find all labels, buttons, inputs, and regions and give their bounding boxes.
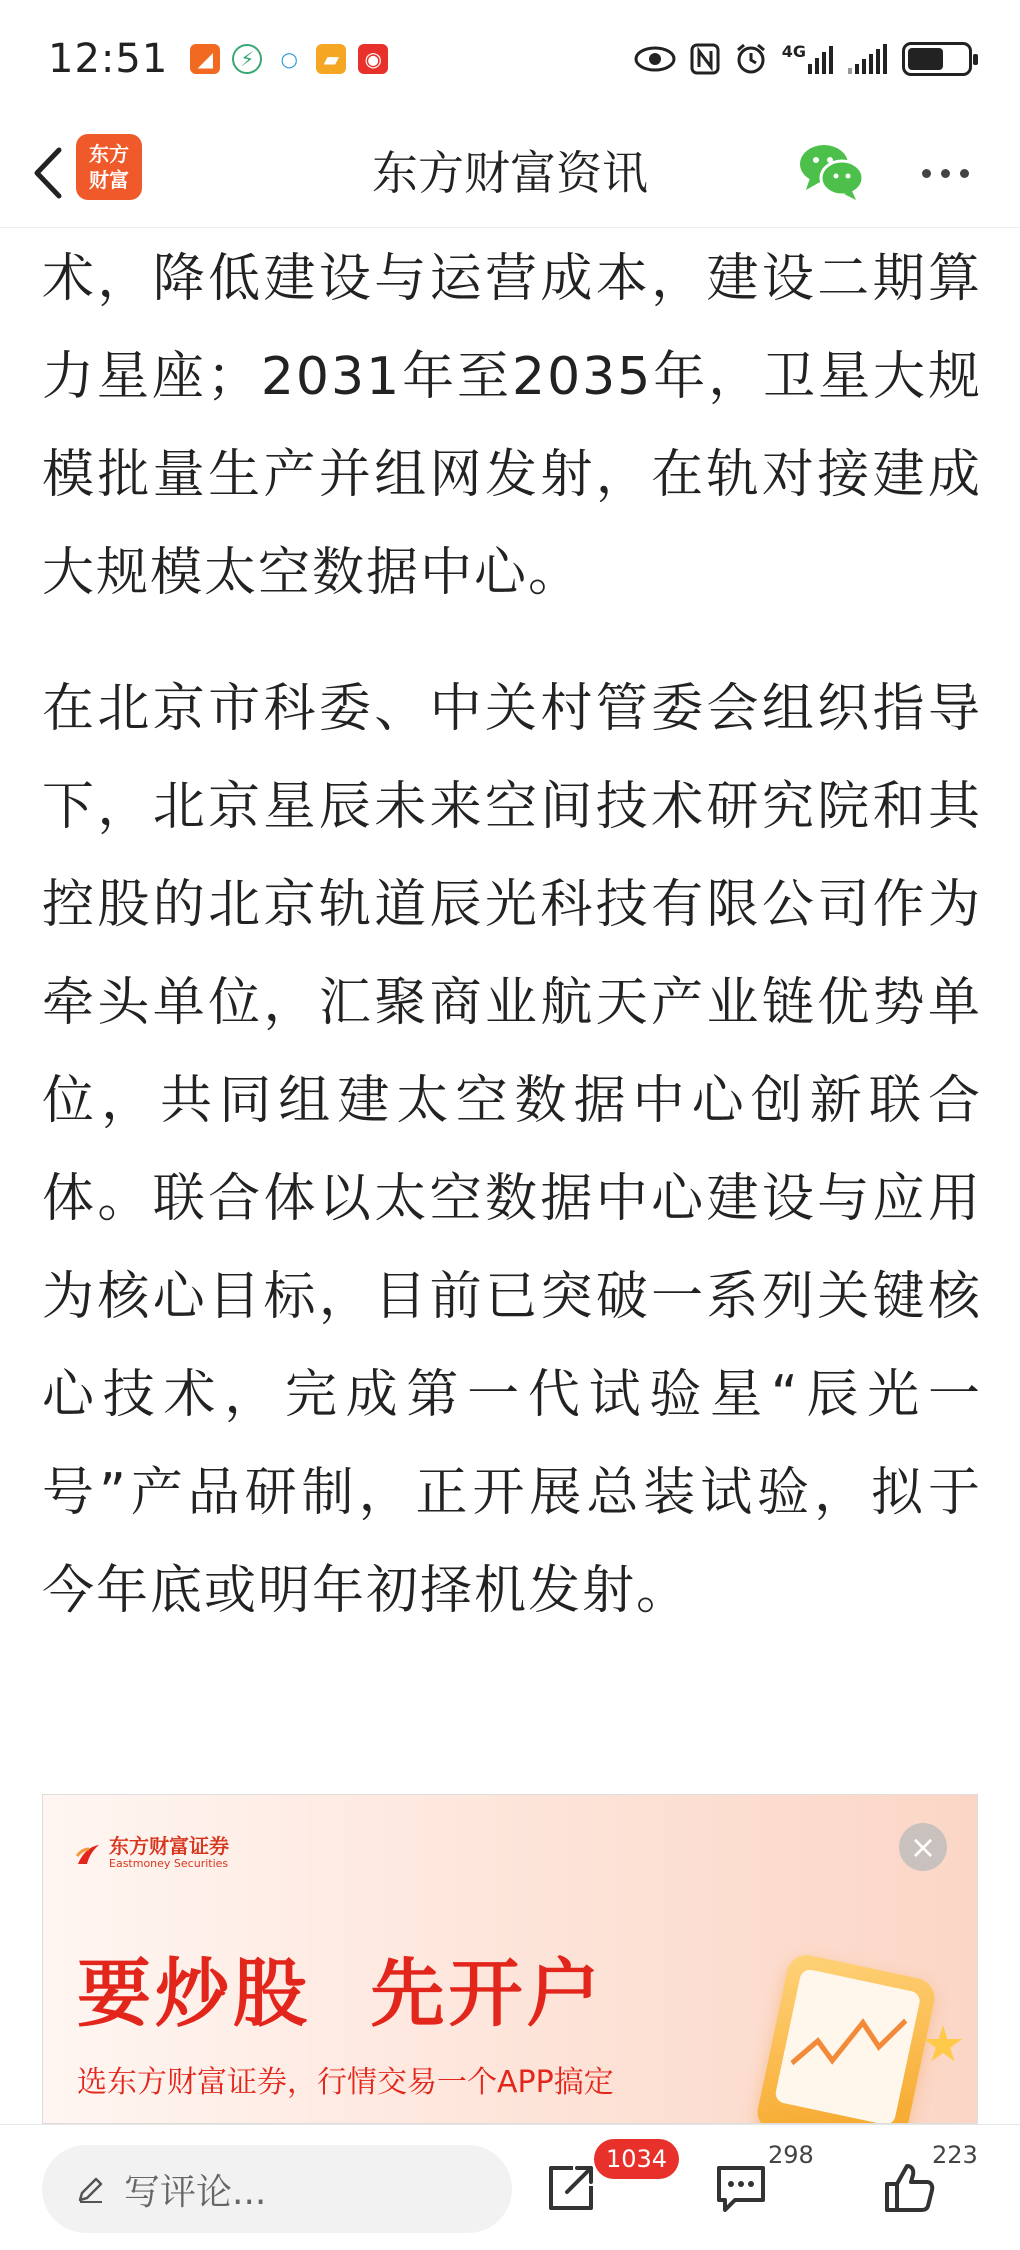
phone-illustration	[754, 1951, 938, 2124]
chart-line-icon	[774, 1968, 922, 2124]
chevron-left-icon	[31, 146, 65, 200]
app-logo	[76, 134, 142, 200]
ad-close-button[interactable]	[899, 1823, 947, 1871]
eye-icon	[634, 44, 676, 74]
app-notification-icon: ◢	[190, 44, 220, 74]
ad-brand	[75, 1834, 229, 1873]
notification-icons	[190, 44, 388, 74]
more-icon	[922, 169, 931, 178]
wechat-icon	[796, 138, 866, 204]
signal-4g-icon	[782, 44, 834, 74]
brand-logo-icon	[75, 1842, 101, 1868]
pencil-icon	[76, 2174, 106, 2204]
signal-icon	[848, 44, 888, 74]
battery-icon	[902, 42, 972, 76]
back-button[interactable]	[18, 138, 78, 208]
system-icons	[634, 42, 972, 76]
ad-banner[interactable]	[42, 1794, 978, 2124]
bottom-action-bar	[0, 2124, 1020, 2250]
comment-icon	[713, 2160, 769, 2216]
article-body	[42, 230, 982, 1640]
status-time: 12:51	[48, 36, 169, 82]
more-icon-dot	[960, 169, 969, 178]
close-icon: ×	[909, 1828, 937, 1866]
comments-count: 298	[768, 2141, 814, 2169]
star-decoration-icon	[923, 2025, 963, 2065]
nfc-icon	[690, 43, 720, 75]
phone-screen	[774, 1968, 922, 2124]
chat-notification-icon: ○	[274, 44, 304, 74]
logo-text-line2: 财富	[89, 168, 129, 192]
ad-headline: 要炒股 先开户	[77, 1951, 605, 2037]
thumbs-up-icon	[881, 2160, 937, 2216]
app-notification-icon: ▰	[316, 44, 346, 74]
ad-brand-name-en: Eastmoney Securities	[109, 1857, 229, 1870]
alarm-icon	[734, 42, 768, 76]
app-notification-icon: ◉	[358, 44, 388, 74]
article-paragraph: 术，降低建设与运营成本，建设二期算力星座；2031年至2035年，卫星大规模批量生产并组网发射，在轨对接建成大规模太空数据中心。	[42, 249, 982, 603]
charging-icon: ⚡	[232, 44, 262, 74]
page-title: 东方财富资讯	[372, 146, 648, 200]
more-icon-dot	[941, 169, 950, 178]
comments-button[interactable]	[706, 2153, 776, 2223]
wechat-share-button[interactable]	[796, 138, 866, 208]
more-button[interactable]	[910, 140, 980, 206]
comment-input[interactable]	[42, 2145, 512, 2233]
share-count-badge: 1034	[594, 2139, 679, 2179]
share-icon	[543, 2160, 599, 2216]
network-label: 4G	[781, 42, 806, 61]
ad-brand-name: 东方财富证券	[109, 1834, 229, 1858]
ad-subline: 选东方财富证券，行情交易一个APP搞定	[77, 2065, 614, 2100]
nav-bar	[0, 118, 1020, 228]
logo-text-line1: 东方	[89, 142, 129, 166]
comment-placeholder: 写评论...	[124, 2171, 267, 2213]
likes-count: 223	[932, 2141, 978, 2169]
status-bar	[0, 0, 1020, 118]
article-paragraph: 在北京市科委、中关村管委会组织指导下，北京星辰未来空间技术研究院和其控股的北京轨道辰光科技有限公司作为牵头单位，汇聚商业航天产业链优势单位，共同组建太空数据中心创新联合体。联合体以太空数据中心建设与应用为核心目标，目前已突破一系列关键核心技术，完成第一代试验星“辰光一号”产品研制，正开展总装试验，拟于今年底或明年初择机发射。	[42, 679, 982, 1621]
